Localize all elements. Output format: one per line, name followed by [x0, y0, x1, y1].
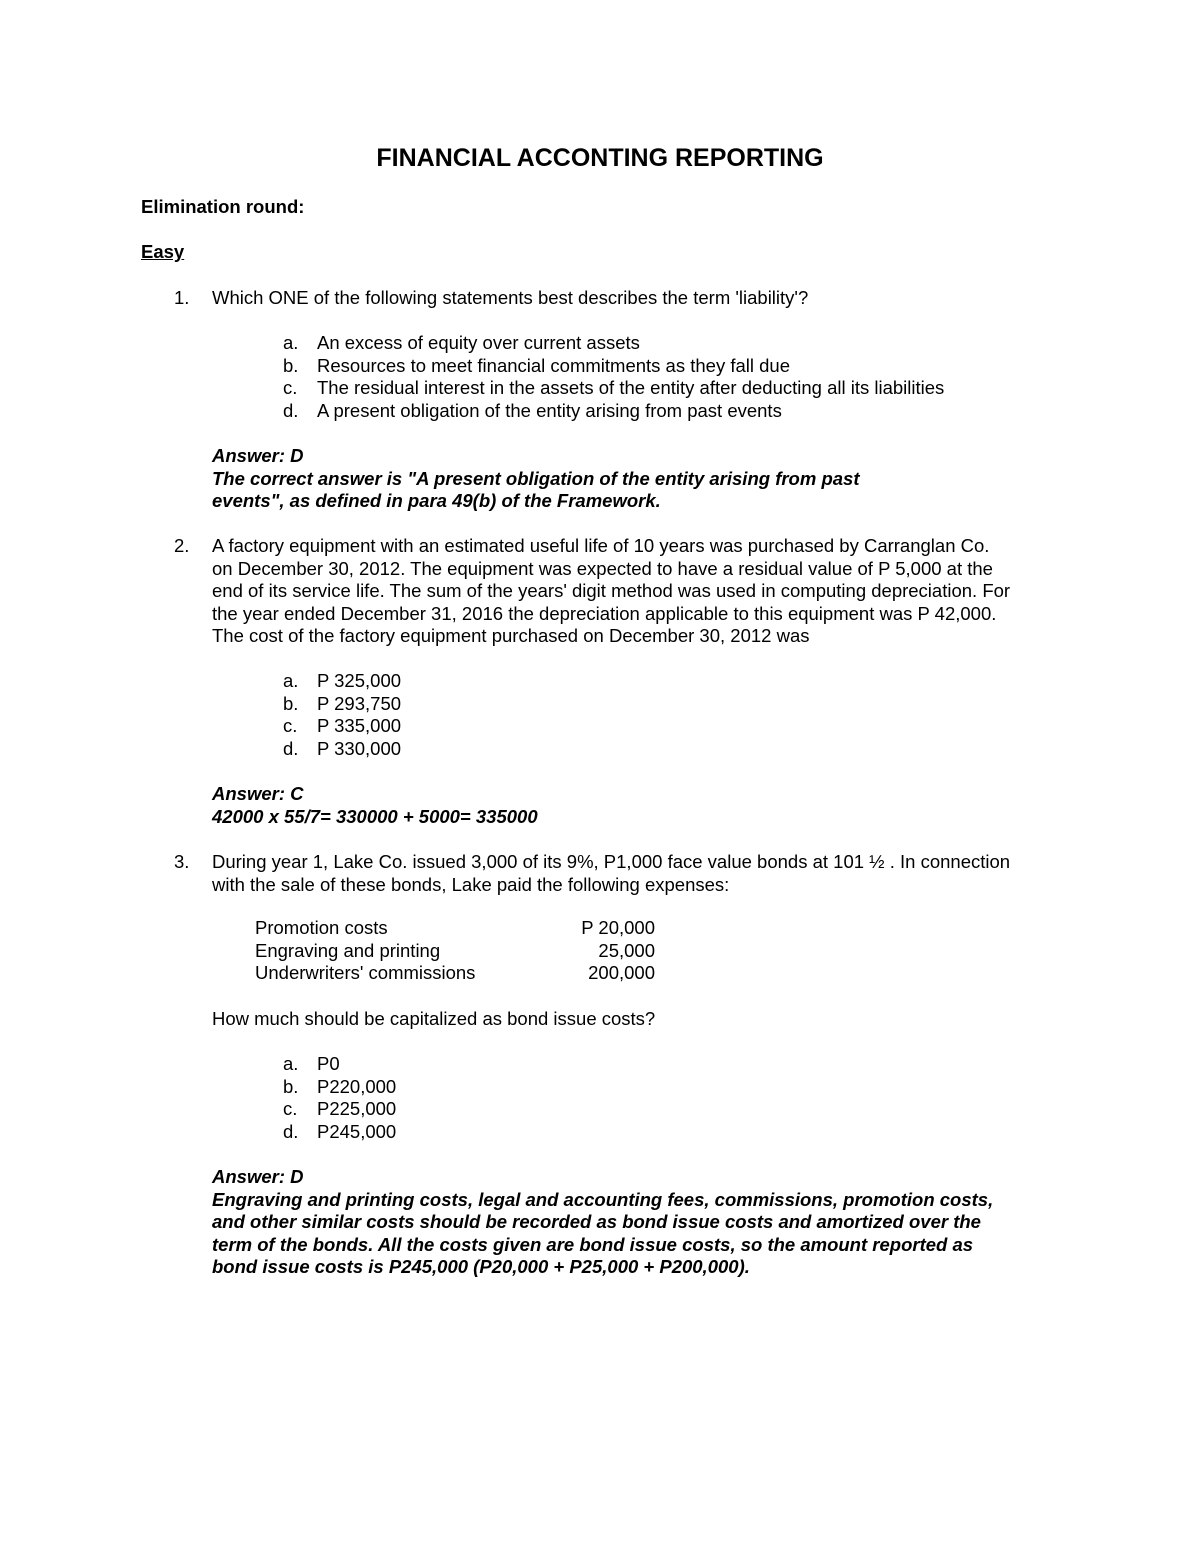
- table-row: Engraving and printing 25,000: [255, 939, 655, 961]
- answer-explanation-line: events", as defined in para 49(b) of the Framework.: [212, 490, 661, 512]
- option-b: b. P 293,750: [283, 692, 402, 714]
- answer-block: [212, 445, 1072, 513]
- option-b: b. Resources to meet financial commitments as they fall due: [283, 354, 790, 376]
- answer-label: Answer: D: [212, 445, 304, 466]
- question-text: A factory equipment with an estimated useful life of 10 years was purchased by Carranglan Co. on December 30, 2012. The equipment was expected to have a residual value of P 5,000 at the end of its service life. The sum of the years' digit method was used in computing depreciation. For the year ended December 31, 2016 the depreciation applicable to this equipment was P 42,000. The cost of the factory equipment purchased on December 30, 2012 was: [212, 535, 1011, 647]
- options-list: [283, 1053, 396, 1143]
- option-d: d. P 330,000: [283, 737, 402, 759]
- option-d: d. A present obligation of the entity arising from past events: [283, 399, 782, 421]
- option-a: a. P0: [283, 1053, 340, 1074]
- answer-block: [212, 1166, 1072, 1279]
- option-c: c. P 335,000: [283, 715, 402, 737]
- answer-explanation-line: bond issue costs is P245,000 (P20,000 + P25,000 + P200,000).: [212, 1256, 750, 1278]
- table-row: Promotion costs P 20,000: [255, 917, 655, 938]
- answer-explanation-line: 42000 x 55/7= 330000 + 5000= 335000: [212, 805, 538, 827]
- option-c: c. P225,000: [283, 1098, 397, 1120]
- answer-explanation-line: and other similar costs should be recorded as bond issue costs and amortized over the: [212, 1211, 981, 1233]
- answer-label: Answer: D: [212, 1166, 304, 1187]
- expense-table: [255, 917, 655, 985]
- answer-explanation-line: Engraving and printing costs, legal and accounting fees, commissions, promotion costs,: [212, 1188, 994, 1210]
- follow-up-question: How much should be capitalized as bond issue costs?: [212, 1008, 656, 1029]
- question-text: During year 1, Lake Co. issued 3,000 of its 9%, P1,000 face value bonds at 101 ½ . In connection with the sale of these bonds, Lake paid the following expenses:: [212, 851, 1011, 895]
- question-number: 1.: [174, 287, 190, 308]
- answer-explanation-line: The correct answer is "A present obligation of the entity arising from past: [212, 467, 860, 489]
- option-c: c. The residual interest in the assets of the entity after deducting all its liabilities: [283, 377, 945, 399]
- question-number: 2.: [174, 535, 190, 556]
- question-text: Which ONE of the following statements best describes the term 'liability'?: [212, 287, 809, 308]
- option-a: a. An excess of equity over current assets: [283, 332, 640, 353]
- difficulty-label: Easy: [141, 241, 185, 262]
- options-list: [283, 332, 944, 422]
- answer-block: [212, 783, 1072, 828]
- answer-label: Answer: C: [212, 783, 304, 804]
- round-label: Elimination round:: [141, 196, 305, 217]
- option-a: a. P 325,000: [283, 670, 402, 691]
- answer-explanation-line: term of the bonds. All the costs given are bond issue costs, so the amount reported as: [212, 1233, 974, 1255]
- table-row: Underwriters' commissions 200,000: [255, 962, 655, 984]
- options-list: [283, 670, 401, 760]
- question-number: 3.: [174, 851, 190, 872]
- page-title: FINANCIAL ACCONTING REPORTING: [376, 144, 824, 172]
- option-d: d. P245,000: [283, 1120, 397, 1142]
- option-b: b. P220,000: [283, 1075, 397, 1097]
